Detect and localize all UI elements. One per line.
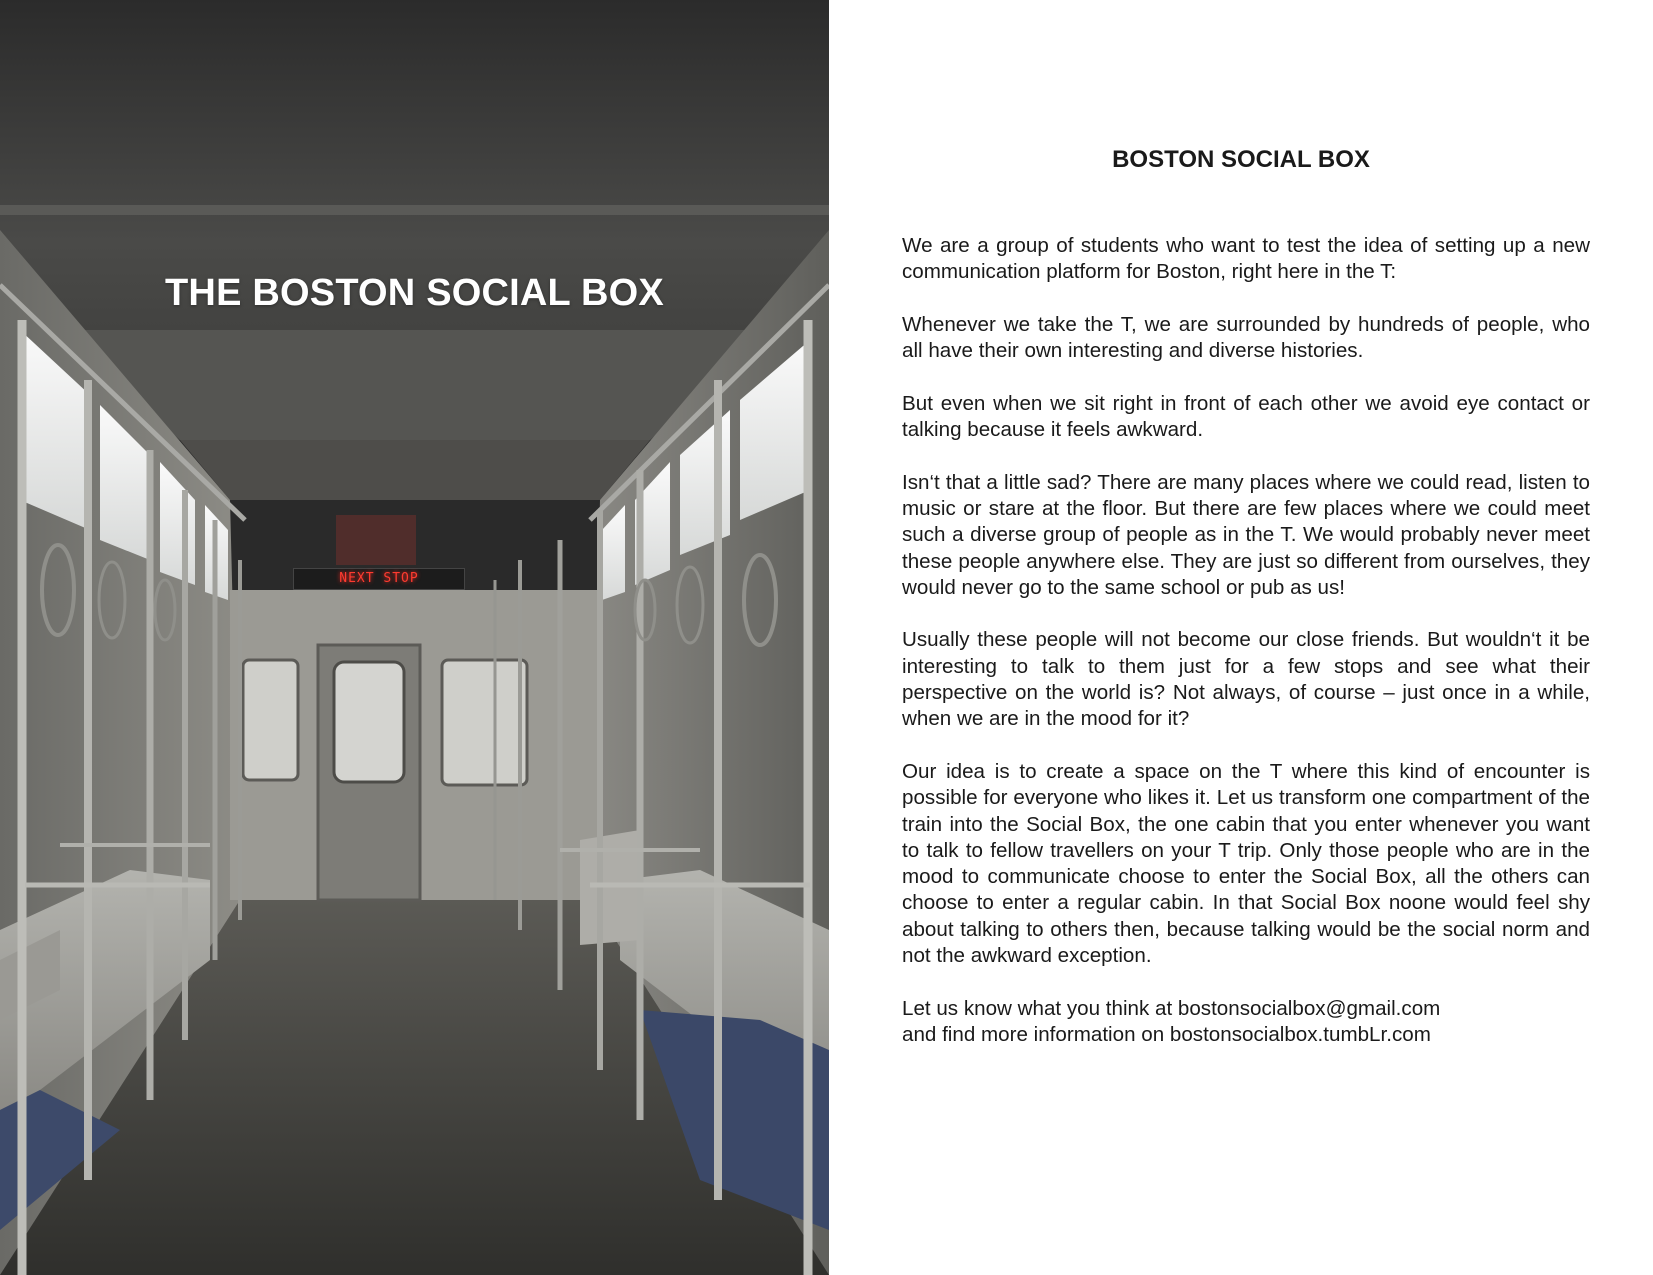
contact-paragraph <box>902 996 1590 1049</box>
contact-email-line: Let us know what you think at bostonsocialbox@gmail.com <box>902 996 1441 1020</box>
next-stop-sign: NEXT STOP <box>293 568 465 590</box>
paragraph: But even when we sit right in front of each other we avoid eye contact or talking because it feels awkward. <box>902 391 1590 442</box>
paragraph: We are a group of students who want to test the idea of setting up a new communication platform for Boston, right here in the T: <box>902 234 1590 284</box>
paragraph: Our idea is to create a space on the T where this kind of encounter is possible for everyone who likes it. Let us transform one compartment of the train into the Social Box, the one cabin that you enter whenever you want to talk to fellow travellers on your T trip. Only those people who are in the mood to communicate choose to enter the Social Box, all the others can choose to enter a regular cabin. In that Social Box noone would feel shy about talking to others then, because talking would be the social norm and not the awkward exception. <box>902 759 1590 968</box>
paragraph: Whenever we take the T, we are surrounded by hundreds of people, who all have their own interesting and diverse histories. <box>902 312 1590 363</box>
cover-title: THE BOSTON SOCIAL BOX <box>165 272 664 314</box>
document-body <box>902 233 1590 1075</box>
paragraph: Usually these people will not become our close friends. But wouldn‘t it be interesting to talk to them just for a few stops and see what their perspective on the world is? Not always, of course – just once in a while, when we are in the mood for it? <box>902 628 1590 731</box>
text-panel <box>829 0 1653 1275</box>
document-title: BOSTON SOCIAL BOX <box>1112 146 1370 173</box>
contact-website-line: and find more information on bostonsocialbox.tumbLr.com <box>902 1022 1431 1046</box>
paragraph: Isn‘t that a little sad? There are many places where we could read, listen to music or stare at the floor. But there are few places where we could meet such a diverse group of people as in the T. We would probably never meet these people anywhere else. They are just so different from ourselves, they would never go to the same school or pub as us! <box>902 470 1590 599</box>
